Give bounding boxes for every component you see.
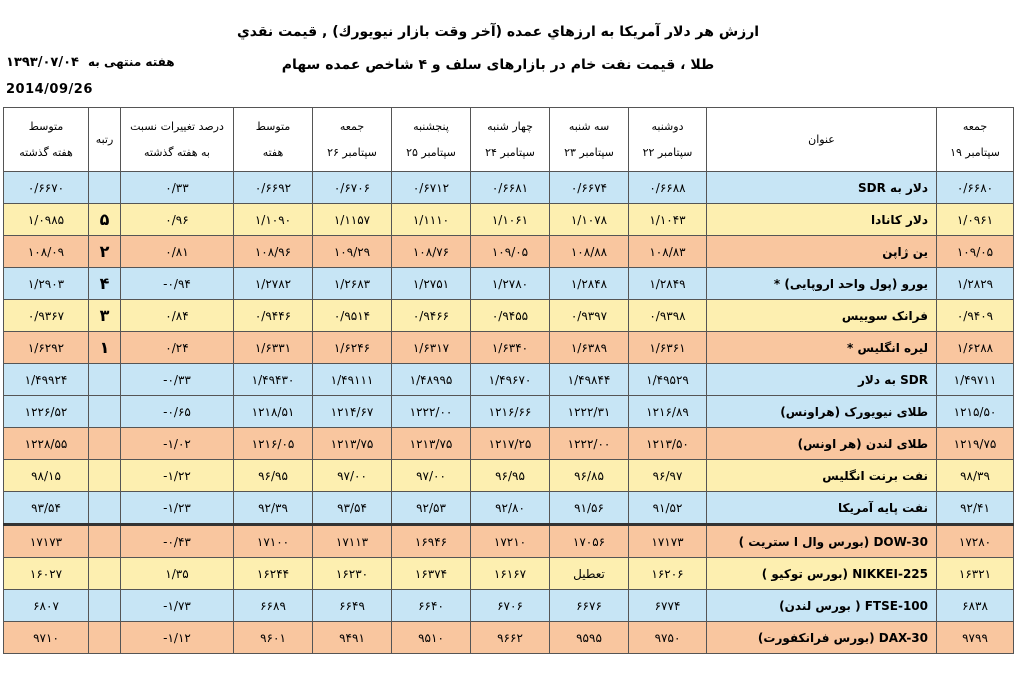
fri-19-cell: ۱۰۹/۰۵ bbox=[937, 236, 1014, 268]
wed-24-cell: ۱/۴۹۶۷۰ bbox=[471, 364, 550, 396]
fri-26-cell: ۱۰۹/۲۹ bbox=[313, 236, 392, 268]
fri-19-cell: ۱۲۱۹/۷۵ bbox=[937, 428, 1014, 460]
week-avg-cell: ۱۶۲۴۴ bbox=[234, 558, 313, 590]
tue-23-cell: ۱/۱۰۷۸ bbox=[550, 204, 629, 236]
tue-23-cell: ۱۰۸/۸۸ bbox=[550, 236, 629, 268]
wed-24-cell: ۹۲/۸۰ bbox=[471, 492, 550, 525]
prev-week-avg-cell: ۹۷۱۰ bbox=[4, 622, 89, 654]
fri-19-cell: ۰/۶۶۸۰ bbox=[937, 172, 1014, 204]
fri-26-cell: ۹۴۹۱ bbox=[313, 622, 392, 654]
prev-week-avg-cell: ۱۲۲۸/۵۵ bbox=[4, 428, 89, 460]
table-row bbox=[4, 332, 1014, 364]
week-avg-cell: ۱/۴۹۴۳۰ bbox=[234, 364, 313, 396]
mon-22-cell: ۱۷۱۷۳ bbox=[629, 525, 707, 558]
thu-25-cell: ۱۶۹۴۶ bbox=[392, 525, 471, 558]
fri-26-cell: ۱۶۲۳۰ bbox=[313, 558, 392, 590]
prev-week-avg-cell: ۰/۶۶۷۰ bbox=[4, 172, 89, 204]
thu-25-cell: ۱/۱۱۱۰ bbox=[392, 204, 471, 236]
mon-22-cell: ۹۶/۹۷ bbox=[629, 460, 707, 492]
fri-26-cell: ۱۷۱۱۳ bbox=[313, 525, 392, 558]
tue-23-cell: ۹۶/۸۵ bbox=[550, 460, 629, 492]
wed-24-cell: ۶۷۰۶ bbox=[471, 590, 550, 622]
wed-24-cell: ۹۶/۹۵ bbox=[471, 460, 550, 492]
thu-25-cell: ۱/۲۷۵۱ bbox=[392, 268, 471, 300]
mon-22-cell: ۶۷۷۴ bbox=[629, 590, 707, 622]
rank-cell: ۵ bbox=[89, 204, 121, 236]
col-rank: رتبه bbox=[89, 108, 121, 172]
thu-25-cell: ۰/۹۴۶۶ bbox=[392, 300, 471, 332]
mon-22-cell: ۱/۱۰۴۳ bbox=[629, 204, 707, 236]
title-cell: DOW-30 (بورس وال ا ستریت ) bbox=[707, 525, 937, 558]
week-avg-cell: ۱۰۸/۹۶ bbox=[234, 236, 313, 268]
fri-19-cell: ۱/۲۸۲۹ bbox=[937, 268, 1014, 300]
prev-week-avg-cell: ۱/۲۹۰۳ bbox=[4, 268, 89, 300]
prev-week-avg-cell: ۹۳/۵۴ bbox=[4, 492, 89, 525]
pct-change-cell: ۰/۸۴ bbox=[121, 300, 234, 332]
rank-cell bbox=[89, 428, 121, 460]
fri-19-cell: ۱/۰۹۶۱ bbox=[937, 204, 1014, 236]
title-cell: دلار به SDR bbox=[707, 172, 937, 204]
week-avg-cell: ۹۶۰۱ bbox=[234, 622, 313, 654]
pct-change-cell: -۰/۶۵ bbox=[121, 396, 234, 428]
rank-cell: ۴ bbox=[89, 268, 121, 300]
report-title-line2: طلا ، قيمت نفت خام در بازارهای سلف و ۴ شاخص عمده سهام bbox=[281, 57, 715, 73]
table-row bbox=[4, 590, 1014, 622]
thu-25-cell: ۹۲/۵۳ bbox=[392, 492, 471, 525]
mon-22-cell: ۱/۴۹۵۲۹ bbox=[629, 364, 707, 396]
thu-25-cell: ۱۰۸/۷۶ bbox=[392, 236, 471, 268]
week-avg-cell: ۱۲۱۶/۰۵ bbox=[234, 428, 313, 460]
col-fri-26: جمعه ۲۶ سپتامبر bbox=[313, 108, 392, 172]
fri-19-cell: ۰/۹۴۰۹ bbox=[937, 300, 1014, 332]
week-avg-cell: ۰/۹۴۴۶ bbox=[234, 300, 313, 332]
fri-26-cell: ۱۲۱۴/۶۷ bbox=[313, 396, 392, 428]
fri-26-cell: ۰/۹۵۱۴ bbox=[313, 300, 392, 332]
table-row bbox=[4, 525, 1014, 558]
table-row bbox=[4, 300, 1014, 332]
mon-22-cell: ۱۲۱۳/۵۰ bbox=[629, 428, 707, 460]
pct-change-cell: -۱/۷۳ bbox=[121, 590, 234, 622]
rank-cell bbox=[89, 460, 121, 492]
thu-25-cell: ۱۲۱۳/۷۵ bbox=[392, 428, 471, 460]
rank-cell: ۳ bbox=[89, 300, 121, 332]
week-avg-cell: ۰/۶۶۹۲ bbox=[234, 172, 313, 204]
fri-26-cell: ۱۲۱۳/۷۵ bbox=[313, 428, 392, 460]
prev-week-avg-cell: ۱۰۸/۰۹ bbox=[4, 236, 89, 268]
rates-table bbox=[3, 107, 1014, 654]
week-avg-cell: ۱/۲۷۸۲ bbox=[234, 268, 313, 300]
fri-26-cell: ۱/۴۹۱۱۱ bbox=[313, 364, 392, 396]
header-row bbox=[4, 108, 1014, 172]
fri-19-cell: ۹۷۹۹ bbox=[937, 622, 1014, 654]
tue-23-cell: ۱۲۲۲/۳۱ bbox=[550, 396, 629, 428]
pct-change-cell: -۰/۳۳ bbox=[121, 364, 234, 396]
tue-23-cell: ۰/۶۶۷۴ bbox=[550, 172, 629, 204]
rank-cell bbox=[89, 364, 121, 396]
fri-26-cell: ۹۳/۵۴ bbox=[313, 492, 392, 525]
tue-23-cell: ۶۶۷۶ bbox=[550, 590, 629, 622]
fri-26-cell: ۱/۱۱۵۷ bbox=[313, 204, 392, 236]
rank-cell: ۱ bbox=[89, 332, 121, 364]
pct-change-cell: -۱/۱۲ bbox=[121, 622, 234, 654]
mon-22-cell: ۰/۶۶۸۸ bbox=[629, 172, 707, 204]
title-cell: فرانک سوییس bbox=[707, 300, 937, 332]
wed-24-cell: ۰/۹۴۵۵ bbox=[471, 300, 550, 332]
mon-22-cell: ۱/۶۳۶۱ bbox=[629, 332, 707, 364]
fri-26-cell: ۹۷/۰۰ bbox=[313, 460, 392, 492]
prev-week-avg-cell: ۱/۴۹۹۲۴ bbox=[4, 364, 89, 396]
rank-cell bbox=[89, 525, 121, 558]
rank-cell bbox=[89, 590, 121, 622]
wed-24-cell: ۱/۲۷۸۰ bbox=[471, 268, 550, 300]
title-cell: دلار کانادا bbox=[707, 204, 937, 236]
pct-change-cell: ۰/۳۳ bbox=[121, 172, 234, 204]
title-cell: FTSE-100 ( بورس لندن) bbox=[707, 590, 937, 622]
tue-23-cell: ۱/۲۸۴۸ bbox=[550, 268, 629, 300]
week-avg-cell: ۱۲۱۸/۵۱ bbox=[234, 396, 313, 428]
title-cell: نفت پایه آمریکا bbox=[707, 492, 937, 525]
thu-25-cell: ۹۷/۰۰ bbox=[392, 460, 471, 492]
wed-24-cell: ۱۶۱۶۷ bbox=[471, 558, 550, 590]
pct-change-cell: -۱/۲۳ bbox=[121, 492, 234, 525]
week-avg-cell: ۹۶/۹۵ bbox=[234, 460, 313, 492]
week-avg-cell: ۱۷۱۰۰ bbox=[234, 525, 313, 558]
title-cell: لیره انگلیس * bbox=[707, 332, 937, 364]
tue-23-cell: ۹۵۹۵ bbox=[550, 622, 629, 654]
col-week-avg: متوسط هفته bbox=[234, 108, 313, 172]
tue-23-cell: ۰/۹۳۹۷ bbox=[550, 300, 629, 332]
week-ending-label: هفته منتهی به bbox=[88, 55, 175, 69]
col-wed-24: چهار شنبه ۲۴ سپتامبر bbox=[471, 108, 550, 172]
col-prev-week-avg: متوسط هفته گذشته bbox=[4, 108, 89, 172]
pct-change-cell: -۱/۲۲ bbox=[121, 460, 234, 492]
week-avg-cell: ۶۶۸۹ bbox=[234, 590, 313, 622]
fri-19-cell: ۶۸۳۸ bbox=[937, 590, 1014, 622]
date-persian: ۱۳۹۳/۰۷/۰۴ bbox=[6, 55, 79, 70]
tue-23-cell: ۱/۴۹۸۴۴ bbox=[550, 364, 629, 396]
fri-26-cell: ۱/۶۲۴۶ bbox=[313, 332, 392, 364]
fri-26-cell: ۶۶۴۹ bbox=[313, 590, 392, 622]
table-row bbox=[4, 622, 1014, 654]
col-pct-change: درصد تغییرات نسبت به هفته گذشته bbox=[121, 108, 234, 172]
table-row bbox=[4, 492, 1014, 525]
table-row bbox=[4, 204, 1014, 236]
prev-week-avg-cell: ۰/۹۳۶۷ bbox=[4, 300, 89, 332]
rank-cell bbox=[89, 172, 121, 204]
fri-19-cell: ۱۶۳۲۱ bbox=[937, 558, 1014, 590]
pct-change-cell: ۰/۲۴ bbox=[121, 332, 234, 364]
fri-19-cell: ۱۲۱۵/۵۰ bbox=[937, 396, 1014, 428]
wed-24-cell: ۱۷۲۱۰ bbox=[471, 525, 550, 558]
pct-change-cell: -۱/۰۲ bbox=[121, 428, 234, 460]
fri-26-cell: ۱/۲۶۸۳ bbox=[313, 268, 392, 300]
tue-23-cell: ۱/۶۳۸۹ bbox=[550, 332, 629, 364]
rank-cell bbox=[89, 558, 121, 590]
thu-25-cell: ۹۵۱۰ bbox=[392, 622, 471, 654]
table-row bbox=[4, 396, 1014, 428]
rank-cell: ۲ bbox=[89, 236, 121, 268]
table-row bbox=[4, 558, 1014, 590]
rank-cell bbox=[89, 622, 121, 654]
table-row bbox=[4, 428, 1014, 460]
fri-19-cell: ۹۲/۴۱ bbox=[937, 492, 1014, 525]
prev-week-avg-cell: ۱۲۲۶/۵۲ bbox=[4, 396, 89, 428]
title-cell: نفت برنت انگلیس bbox=[707, 460, 937, 492]
table-row bbox=[4, 268, 1014, 300]
report-title-line1: ارزش هر دلار آمريكا به ارزهاي عمده (آخر وقت بازار نيويورك) , قيمت نقدي bbox=[236, 24, 760, 40]
thu-25-cell: ۱/۴۸۹۹۵ bbox=[392, 364, 471, 396]
table-row bbox=[4, 236, 1014, 268]
mon-22-cell: ۱۶۲۰۶ bbox=[629, 558, 707, 590]
table-row bbox=[4, 364, 1014, 396]
col-fri-19: جمعه ۱۹ سپتامبر bbox=[937, 108, 1014, 172]
thu-25-cell: ۱/۶۳۱۷ bbox=[392, 332, 471, 364]
prev-week-avg-cell: ۱/۶۲۹۲ bbox=[4, 332, 89, 364]
tue-23-cell: ۱۷۰۵۶ bbox=[550, 525, 629, 558]
rank-cell bbox=[89, 492, 121, 525]
pct-change-cell: -۰/۹۴ bbox=[121, 268, 234, 300]
wed-24-cell: ۱۲۱۶/۶۶ bbox=[471, 396, 550, 428]
title-cell: یورو (پول واحد اروپایی) * bbox=[707, 268, 937, 300]
week-avg-cell: ۱/۱۰۹۰ bbox=[234, 204, 313, 236]
pct-change-cell: ۱/۳۵ bbox=[121, 558, 234, 590]
prev-week-avg-cell: ۱۷۱۷۳ bbox=[4, 525, 89, 558]
wed-24-cell: ۱/۱۰۶۱ bbox=[471, 204, 550, 236]
prev-week-avg-cell: ۱/۰۹۸۵ bbox=[4, 204, 89, 236]
fri-19-cell: ۹۸/۳۹ bbox=[937, 460, 1014, 492]
fri-19-cell: ۱/۴۹۷۱۱ bbox=[937, 364, 1014, 396]
table-row bbox=[4, 172, 1014, 204]
title-cell: طلای لندن (هر اونس) bbox=[707, 428, 937, 460]
tue-23-cell: ۹۱/۵۶ bbox=[550, 492, 629, 525]
mon-22-cell: ۱/۲۸۴۹ bbox=[629, 268, 707, 300]
week-avg-cell: ۱/۶۳۳۱ bbox=[234, 332, 313, 364]
tue-23-cell: تعطیل bbox=[550, 558, 629, 590]
thu-25-cell: ۶۶۴۰ bbox=[392, 590, 471, 622]
wed-24-cell: ۱/۶۳۴۰ bbox=[471, 332, 550, 364]
fri-26-cell: ۰/۶۷۰۶ bbox=[313, 172, 392, 204]
col-title: عنوان bbox=[707, 108, 937, 172]
mon-22-cell: ۹۷۵۰ bbox=[629, 622, 707, 654]
title-cell: DAX-30 (بورس فرانکفورت) bbox=[707, 622, 937, 654]
thu-25-cell: ۰/۶۷۱۲ bbox=[392, 172, 471, 204]
prev-week-avg-cell: ۹۸/۱۵ bbox=[4, 460, 89, 492]
title-cell: ین ژاپن bbox=[707, 236, 937, 268]
prev-week-avg-cell: ۶۸۰۷ bbox=[4, 590, 89, 622]
table-row bbox=[4, 460, 1014, 492]
week-avg-cell: ۹۲/۳۹ bbox=[234, 492, 313, 525]
title-cell: NIKKEI-225 (بورس توکیو ) bbox=[707, 558, 937, 590]
prev-week-avg-cell: ۱۶۰۲۷ bbox=[4, 558, 89, 590]
fri-19-cell: ۱۷۲۸۰ bbox=[937, 525, 1014, 558]
col-mon-22: دوشنبه ۲۲ سپتامبر bbox=[629, 108, 707, 172]
date-gregorian: 2014/09/26 bbox=[6, 82, 93, 97]
wed-24-cell: ۹۶۶۲ bbox=[471, 622, 550, 654]
title-cell: طلای نیویورک (هراونس) bbox=[707, 396, 937, 428]
rank-cell bbox=[89, 396, 121, 428]
fri-19-cell: ۱/۶۲۸۸ bbox=[937, 332, 1014, 364]
mon-22-cell: ۱۲۱۶/۸۹ bbox=[629, 396, 707, 428]
wed-24-cell: ۱۰۹/۰۵ bbox=[471, 236, 550, 268]
pct-change-cell: ۰/۸۱ bbox=[121, 236, 234, 268]
col-tue-23: سه شنبه ۲۳ سپتامبر bbox=[550, 108, 629, 172]
wed-24-cell: ۰/۶۶۸۱ bbox=[471, 172, 550, 204]
title-cell: SDR به دلار bbox=[707, 364, 937, 396]
mon-22-cell: ۹۱/۵۲ bbox=[629, 492, 707, 525]
pct-change-cell: -۰/۴۳ bbox=[121, 525, 234, 558]
mon-22-cell: ۰/۹۳۹۸ bbox=[629, 300, 707, 332]
tue-23-cell: ۱۲۲۲/۰۰ bbox=[550, 428, 629, 460]
thu-25-cell: ۱۲۲۲/۰۰ bbox=[392, 396, 471, 428]
pct-change-cell: ۰/۹۶ bbox=[121, 204, 234, 236]
mon-22-cell: ۱۰۸/۸۳ bbox=[629, 236, 707, 268]
thu-25-cell: ۱۶۳۷۴ bbox=[392, 558, 471, 590]
wed-24-cell: ۱۲۱۷/۲۵ bbox=[471, 428, 550, 460]
col-thu-25: پنجشنبه ۲۵ سپتامبر bbox=[392, 108, 471, 172]
